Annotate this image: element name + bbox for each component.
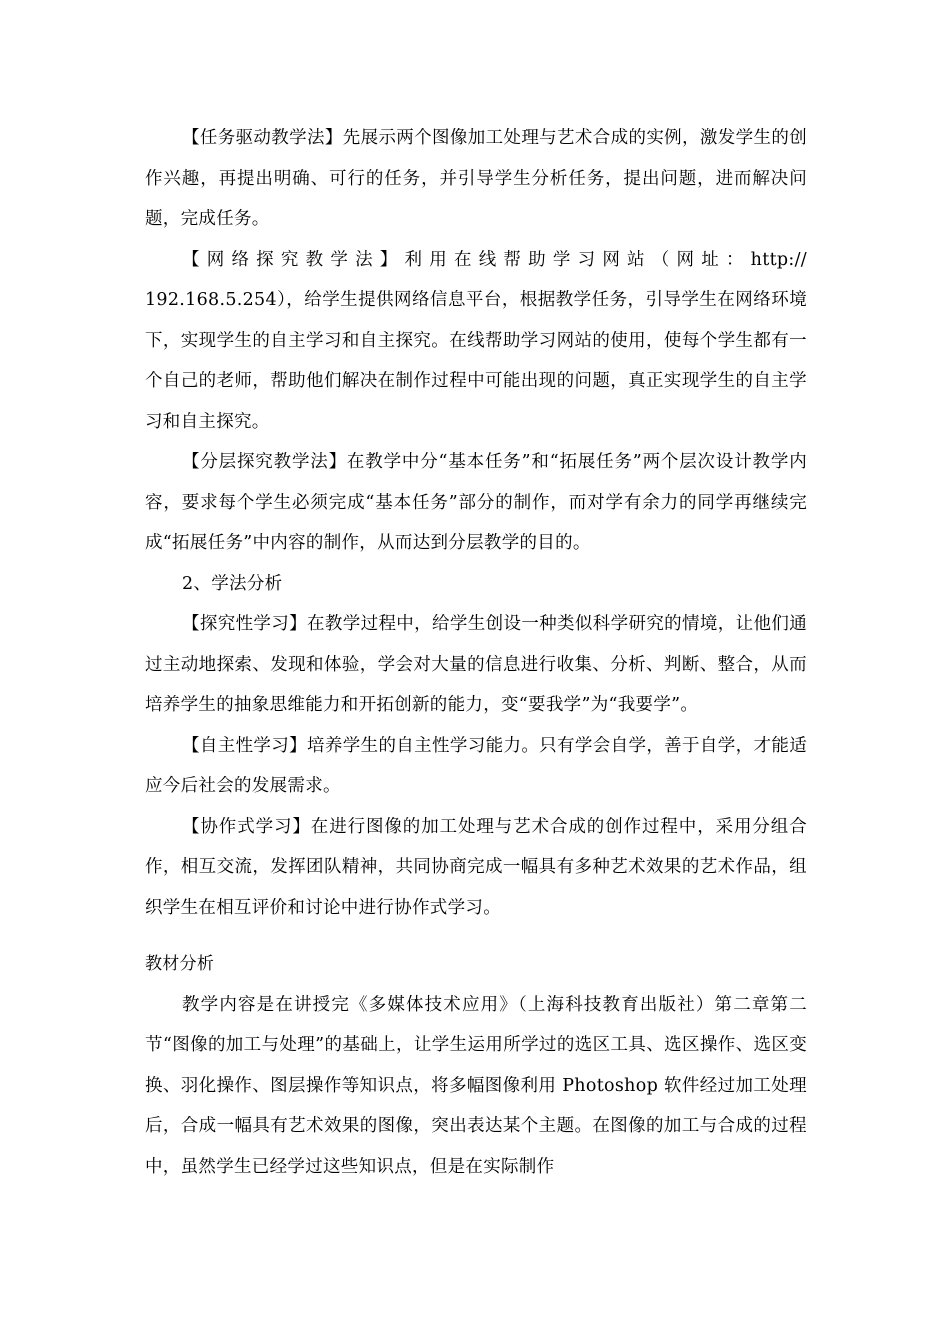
- document-page: [145, 118, 807, 1187]
- section-heading: 教材分析: [145, 954, 215, 974]
- paragraph-autonomous-learning: 【自主性学习】培养学生的自主性学习能力。只有学会自学，善于自学，才能适应今后社会的发展需求。: [145, 735, 807, 796]
- paragraph-inquiry-learning: 【探究性学习】在教学过程中，给学生创设一种类似科学研究的情境，让他们通过主动地探索、发现和体验，学会对大量的信息进行收集、分析、判断、整合，从而培养学生的抽象思维能力和开拓创新的能力，变“要我学”为“我要学”。: [145, 614, 807, 715]
- subheading-learning-method: 2、学法分析: [182, 573, 283, 594]
- paragraph-network-inquiry: 【网络探究教学法】利用在线帮助学习网站（网址：http:// 192.168.5.254），给学生提供网络信息平台，根据教学任务，引导学生在网络环境下，实现学生的自主学习和自主探究。在线帮助学习网站的使用，使每个学生都有一个自己的老师，帮助他们解决在制作过程中可能出现的问题，真正实现学生的自主学习和自主探究。: [145, 249, 807, 432]
- paragraph-layered-inquiry: 【分层探究教学法】在教学中分“基本任务”和“拓展任务”两个层次设计教学内容，要求每个学生必须完成“基本任务”部分的制作，而对学有余力的同学再继续完成“拓展任务”中内容的制作，从而达到分层教学的目的。: [145, 452, 807, 553]
- paragraph-collaborative-learning: 【协作式学习】在进行图像的加工处理与艺术合成的创作过程中，采用分组合作，相互交流，发挥团队精神，共同协商完成一幅具有多种艺术效果的艺术作品，组织学生在相互评价和讨论中进行协作式学习。: [145, 816, 807, 918]
- paragraph-textbook-analysis: 教学内容是在讲授完《多媒体技术应用》（上海科技教育出版社）第二章第二节“图像的加工与处理”的基础上，让学生运用所学过的选区工具、选区操作、选区变换、羽化操作、图层操作等知识点，将多幅图像利用 Photoshop 软件经过加工处理后，合成一幅具有艺术效果的图像，突出表达某个主题。在图像的加工与合成的过程中，虽然学生已经学过这些知识点，但是在实际制作: [145, 994, 807, 1177]
- paragraph-task-driven: 【任务驱动教学法】先展示两个图像加工处理与艺术合成的实例，激发学生的创作兴趣，再提出明确、可行的任务，并引导学生分析任务，提出问题，进而解决问题，完成任务。: [145, 128, 807, 229]
